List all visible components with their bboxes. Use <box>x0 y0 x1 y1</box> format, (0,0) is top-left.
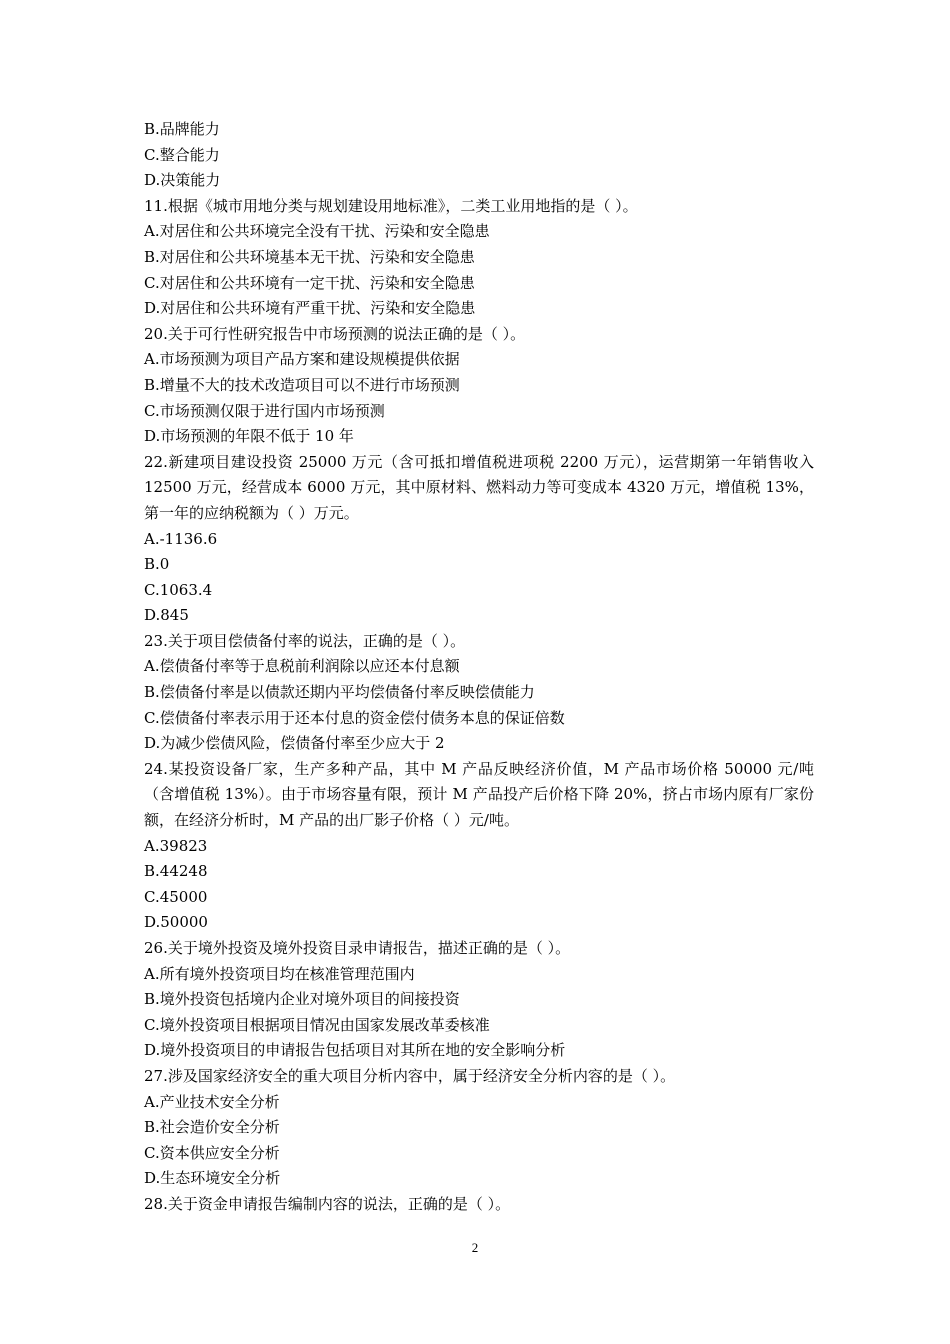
option-line: B.境外投资包括境内企业对境外项目的间接投资 <box>144 990 460 1009</box>
option-line: B.偿债备付率是以债款还期内平均偿债备付率反映偿债能力 <box>144 683 535 702</box>
option-line: D.境外投资项目的申请报告包括项目对其所在地的安全影响分析 <box>144 1041 566 1060</box>
option-line: C.1063.4 <box>144 580 213 599</box>
question-line: 28.关于资金申请报告编制内容的说法，正确的是（ ）。 <box>144 1194 511 1213</box>
option-line: A.39823 <box>144 836 208 855</box>
option-line: C.市场预测仅限于进行国内市场预测 <box>144 401 385 420</box>
option-line: D.生态环境安全分析 <box>144 1169 281 1188</box>
option-line: A.对居住和公共环境完全没有干扰、污染和安全隐患 <box>144 222 490 241</box>
question-line: 23.关于项目偿债备付率的说法，正确的是（ ）。 <box>144 631 466 650</box>
question-paragraph: 24.某投资设备厂家，生产多种产品，其中 M 产品反映经济价值，M 产品市场价格 50000 元/吨（含增值税 13%）。由于市场容量有限，预计 M 产品投产后价格下降 20%，挤占市场内原有厂家份额，在经济分析时，M 产品的出厂影子价格（ ）元/吨。 <box>144 759 814 830</box>
option-line: B.44248 <box>144 862 208 881</box>
page-content <box>144 117 814 1218</box>
option-line: D.845 <box>144 606 189 625</box>
option-line: B.社会造价安全分析 <box>144 1118 280 1137</box>
question-line: 20.关于可行性研究报告中市场预测的说法正确的是（ ）。 <box>144 324 526 343</box>
option-line: A.偿债备付率等于息税前利润除以应还本付息额 <box>144 657 460 676</box>
option-line: A.所有境外投资项目均在核准管理范围内 <box>144 964 415 983</box>
option-line: D.决策能力 <box>144 171 221 190</box>
option-line: B.品牌能力 <box>144 120 220 138</box>
option-line: B.0 <box>144 555 170 574</box>
option-line: C.偿债备付率表示用于还本付息的资金偿付债务本息的保证倍数 <box>144 708 565 727</box>
option-line: A.-1136.6 <box>144 529 218 548</box>
option-line: C.境外投资项目根据项目情况由国家发展改革委核准 <box>144 1015 490 1034</box>
page-number: 2 <box>471 1240 479 1255</box>
option-line: C.45000 <box>144 887 208 906</box>
option-line: B.增量不大的技术改造项目可以不进行市场预测 <box>144 375 460 394</box>
option-line: C.整合能力 <box>144 145 220 164</box>
option-line: A.产业技术安全分析 <box>144 1092 280 1111</box>
option-line: C.对居住和公共环境有一定干扰、污染和安全隐患 <box>144 273 475 292</box>
option-line: C.资本供应安全分析 <box>144 1143 280 1162</box>
question-paragraph: 22.新建项目建设投资 25000 万元（含可抵扣增值税进项税 2200 万元），运营期第一年销售收入 12500 万元，经营成本 6000 万元，其中原材料、燃料动力等可变成本 4320 万元，增值税 13%，第一年的应纳税额为（ ）万元。 <box>144 452 814 522</box>
option-line: D.50000 <box>144 913 208 932</box>
option-line: B.对居住和公共环境基本无干扰、污染和安全隐患 <box>144 247 475 266</box>
option-line: D.对居住和公共环境有严重干扰、污染和安全隐患 <box>144 299 476 318</box>
option-line: A.市场预测为项目产品方案和建设规模提供依据 <box>144 350 460 369</box>
option-line: D.为减少偿债风险，偿债备付率至少应大于 2 <box>144 734 445 753</box>
option-line: D.市场预测的年限不低于 10 年 <box>144 427 354 446</box>
question-line: 26.关于境外投资及境外投资目录申请报告，描述正确的是（ ）。 <box>144 939 571 957</box>
question-line: 11.根据《城市用地分类与规划建设用地标准》，二类工业用地指的是（ ）。 <box>144 196 638 215</box>
question-line: 27.涉及国家经济安全的重大项目分析内容中，属于经济安全分析内容的是（ ）。 <box>144 1066 676 1085</box>
